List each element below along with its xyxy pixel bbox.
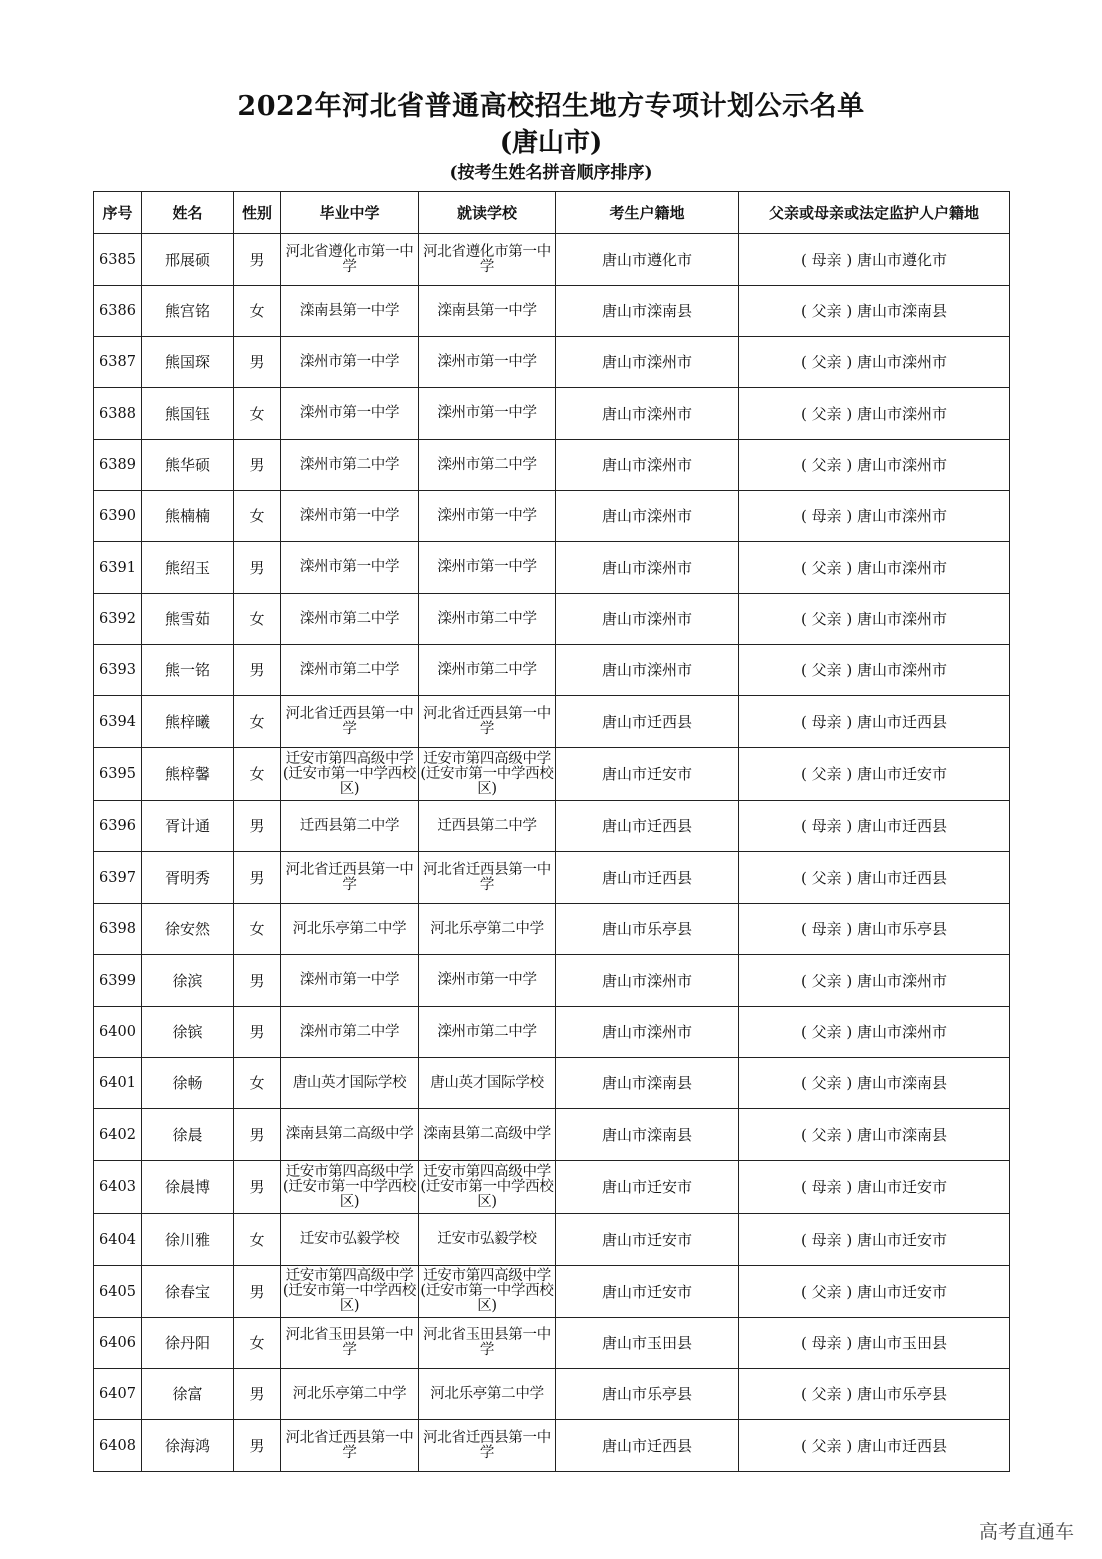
cell-current-school: 滦州市第一中学 [419,955,556,1007]
cell-guardian-hukou: ( 父亲 ) 唐山市乐亭县 [739,1369,1010,1420]
cell-hukou: 唐山市迁西县 [556,852,739,904]
cell-current-school: 滦州市第二中学 [419,440,556,491]
cell-gender: 女 [234,491,281,542]
cell-no: 6389 [94,440,142,491]
cell-current-school: 滦州市第二中学 [419,1007,556,1058]
cell-guardian-hukou: ( 父亲 ) 唐山市迁西县 [739,1420,1010,1472]
cell-grad-school: 唐山英才国际学校 [281,1058,419,1109]
cell-current-school: 河北省遵化市第一中学 [419,234,556,286]
cell-guardian-hukou: ( 母亲 ) 唐山市迁西县 [739,696,1010,748]
cell-grad-school: 滦南县第二高级中学 [281,1109,419,1161]
cell-gender: 女 [234,286,281,337]
cell-no: 6392 [94,594,142,645]
cell-grad-school: 滦州市第二中学 [281,645,419,696]
table-row [94,440,1010,491]
document-header [0,88,1102,185]
cell-hukou: 唐山市滦州市 [556,645,739,696]
cell-current-school: 迁西县第二中学 [419,801,556,852]
cell-name: 熊国钰 [142,388,234,440]
cell-gender: 女 [234,696,281,748]
cell-current-school: 滦南县第二高级中学 [419,1109,556,1161]
cell-name: 熊梓馨 [142,748,234,801]
table-row [94,337,1010,388]
cell-name: 熊宫铭 [142,286,234,337]
cell-guardian-hukou: ( 父亲 ) 唐山市滦州市 [739,645,1010,696]
column-header-guardian-hukou: 父亲或母亲或法定监护人户籍地 [739,192,1010,234]
cell-current-school: 滦州市第一中学 [419,542,556,594]
table-row [94,904,1010,955]
cell-no: 6408 [94,1420,142,1472]
cell-guardian-hukou: ( 母亲 ) 唐山市滦州市 [739,491,1010,542]
cell-hukou: 唐山市滦州市 [556,1007,739,1058]
table-row [94,1109,1010,1161]
cell-name: 徐晨博 [142,1161,234,1214]
cell-gender: 男 [234,234,281,286]
cell-no: 6400 [94,1007,142,1058]
cell-name: 徐安然 [142,904,234,955]
cell-hukou: 唐山市迁安市 [556,748,739,801]
column-header-grad-school: 毕业中学 [281,192,419,234]
cell-hukou: 唐山市滦南县 [556,1109,739,1161]
cell-grad-school: 滦州市第一中学 [281,388,419,440]
cell-no: 6406 [94,1318,142,1369]
cell-guardian-hukou: ( 父亲 ) 唐山市滦南县 [739,1058,1010,1109]
cell-gender: 男 [234,852,281,904]
cell-hukou: 唐山市迁西县 [556,696,739,748]
cell-gender: 男 [234,1266,281,1318]
cell-current-school: 河北乐亭第二中学 [419,904,556,955]
cell-gender: 男 [234,1161,281,1214]
cell-current-school: 河北省迁西县第一中学 [419,852,556,904]
cell-no: 6385 [94,234,142,286]
table-row [94,1007,1010,1058]
table-row [94,801,1010,852]
cell-name: 熊楠楠 [142,491,234,542]
table-row [94,645,1010,696]
cell-guardian-hukou: ( 父亲 ) 唐山市滦州市 [739,440,1010,491]
page-subtitle: (唐山市) [499,128,603,158]
cell-current-school: 迁安市第四高级中学(迁安市第一中学西校区) [419,1161,556,1214]
cell-hukou: 唐山市滦南县 [556,286,739,337]
cell-hukou: 唐山市滦州市 [556,491,739,542]
cell-name: 熊梓曦 [142,696,234,748]
cell-gender: 女 [234,1318,281,1369]
cell-guardian-hukou: ( 母亲 ) 唐山市遵化市 [739,234,1010,286]
table-row [94,1420,1010,1472]
cell-current-school: 河北乐亭第二中学 [419,1369,556,1420]
cell-no: 6399 [94,955,142,1007]
cell-grad-school: 迁安市第四高级中学(迁安市第一中学西校区) [281,1161,419,1214]
cell-current-school: 滦州市第二中学 [419,645,556,696]
cell-grad-school: 滦州市第二中学 [281,594,419,645]
cell-grad-school: 滦州市第一中学 [281,542,419,594]
cell-no: 6395 [94,748,142,801]
cell-gender: 女 [234,904,281,955]
cell-grad-school: 迁安市第四高级中学(迁安市第一中学西校区) [281,1266,419,1318]
cell-grad-school: 河北省迁西县第一中学 [281,696,419,748]
cell-gender: 男 [234,955,281,1007]
cell-gender: 女 [234,1214,281,1266]
cell-name: 胥明秀 [142,852,234,904]
table-row [94,1369,1010,1420]
cell-gender: 男 [234,1420,281,1472]
cell-guardian-hukou: ( 父亲 ) 唐山市滦州市 [739,1007,1010,1058]
cell-hukou: 唐山市滦州市 [556,542,739,594]
cell-grad-school: 滦州市第二中学 [281,1007,419,1058]
cell-no: 6407 [94,1369,142,1420]
cell-guardian-hukou: ( 父亲 ) 唐山市迁安市 [739,1266,1010,1318]
cell-gender: 男 [234,645,281,696]
cell-no: 6404 [94,1214,142,1266]
cell-grad-school: 河北省迁西县第一中学 [281,1420,419,1472]
table-row [94,1318,1010,1369]
cell-hukou: 唐山市滦州市 [556,955,739,1007]
table-row [94,852,1010,904]
cell-name: 徐春宝 [142,1266,234,1318]
table-row [94,286,1010,337]
cell-name: 徐川雅 [142,1214,234,1266]
table-row [94,1266,1010,1318]
cell-no: 6403 [94,1161,142,1214]
cell-grad-school: 河北省玉田县第一中学 [281,1318,419,1369]
cell-guardian-hukou: ( 母亲 ) 唐山市迁西县 [739,801,1010,852]
cell-hukou: 唐山市迁西县 [556,1420,739,1472]
cell-current-school: 滦南县第一中学 [419,286,556,337]
cell-no: 6388 [94,388,142,440]
page-title: 2022年河北省普通高校招生地方专项计划公示名单 [237,91,865,122]
cell-gender: 男 [234,337,281,388]
cell-hukou: 唐山市滦州市 [556,388,739,440]
footer-brand: 高考直通车 [978,1521,1074,1543]
table-row [94,955,1010,1007]
cell-no: 6398 [94,904,142,955]
cell-name: 徐海鸿 [142,1420,234,1472]
cell-hukou: 唐山市迁安市 [556,1266,739,1318]
cell-hukou: 唐山市乐亭县 [556,1369,739,1420]
cell-grad-school: 滦州市第一中学 [281,337,419,388]
cell-current-school: 迁安市第四高级中学(迁安市第一中学西校区) [419,748,556,801]
cell-hukou: 唐山市遵化市 [556,234,739,286]
cell-no: 6393 [94,645,142,696]
cell-no: 6390 [94,491,142,542]
cell-no: 6405 [94,1266,142,1318]
cell-current-school: 河北省迁西县第一中学 [419,696,556,748]
cell-hukou: 唐山市迁安市 [556,1214,739,1266]
cell-hukou: 唐山市迁安市 [556,1161,739,1214]
cell-grad-school: 河北乐亭第二中学 [281,1369,419,1420]
cell-grad-school: 滦州市第一中学 [281,955,419,1007]
cell-grad-school: 迁安市弘毅学校 [281,1214,419,1266]
cell-hukou: 唐山市滦州市 [556,594,739,645]
cell-gender: 男 [234,1369,281,1420]
cell-current-school: 滦州市第一中学 [419,491,556,542]
cell-gender: 男 [234,1109,281,1161]
column-header-current-school: 就读学校 [419,192,556,234]
column-header-hukou: 考生户籍地 [556,192,739,234]
cell-guardian-hukou: ( 父亲 ) 唐山市滦州市 [739,594,1010,645]
cell-current-school: 迁安市第四高级中学(迁安市第一中学西校区) [419,1266,556,1318]
cell-hukou: 唐山市滦南县 [556,1058,739,1109]
table-row [94,388,1010,440]
cell-guardian-hukou: ( 父亲 ) 唐山市滦州市 [739,542,1010,594]
sort-note: (按考生姓名拼音顺序排序) [449,163,653,183]
cell-hukou: 唐山市玉田县 [556,1318,739,1369]
cell-name: 熊雪茹 [142,594,234,645]
cell-current-school: 滦州市第一中学 [419,388,556,440]
cell-name: 徐富 [142,1369,234,1420]
cell-guardian-hukou: ( 父亲 ) 唐山市滦州市 [739,388,1010,440]
cell-name: 徐镔 [142,1007,234,1058]
cell-guardian-hukou: ( 父亲 ) 唐山市滦南县 [739,286,1010,337]
table-row [94,748,1010,801]
cell-name: 徐晨 [142,1109,234,1161]
cell-guardian-hukou: ( 母亲 ) 唐山市迁安市 [739,1214,1010,1266]
column-header-gender: 性别 [234,192,281,234]
cell-name: 熊国琛 [142,337,234,388]
table-row [94,234,1010,286]
cell-gender: 女 [234,748,281,801]
cell-no: 6401 [94,1058,142,1109]
cell-gender: 男 [234,801,281,852]
table-row [94,594,1010,645]
cell-no: 6402 [94,1109,142,1161]
cell-grad-school: 滦州市第一中学 [281,491,419,542]
cell-grad-school: 河北省迁西县第一中学 [281,852,419,904]
cell-name: 熊绍玉 [142,542,234,594]
table-row [94,696,1010,748]
cell-current-school: 滦州市第一中学 [419,337,556,388]
table-row [94,491,1010,542]
cell-current-school: 迁安市弘毅学校 [419,1214,556,1266]
cell-grad-school: 河北省遵化市第一中学 [281,234,419,286]
cell-grad-school: 迁西县第二中学 [281,801,419,852]
table-body [94,234,1010,1472]
cell-no: 6397 [94,852,142,904]
cell-guardian-hukou: ( 母亲 ) 唐山市乐亭县 [739,904,1010,955]
cell-gender: 女 [234,388,281,440]
cell-name: 徐滨 [142,955,234,1007]
cell-name: 徐畅 [142,1058,234,1109]
cell-current-school: 河北省迁西县第一中学 [419,1420,556,1472]
cell-guardian-hukou: ( 父亲 ) 唐山市迁安市 [739,748,1010,801]
cell-gender: 女 [234,594,281,645]
column-header-name: 姓名 [142,192,234,234]
cell-name: 徐丹阳 [142,1318,234,1369]
cell-grad-school: 河北乐亭第二中学 [281,904,419,955]
cell-guardian-hukou: ( 母亲 ) 唐山市玉田县 [739,1318,1010,1369]
cell-name: 熊一铭 [142,645,234,696]
cell-no: 6391 [94,542,142,594]
cell-gender: 女 [234,1058,281,1109]
cell-grad-school: 迁安市第四高级中学(迁安市第一中学西校区) [281,748,419,801]
cell-current-school: 河北省玉田县第一中学 [419,1318,556,1369]
cell-hukou: 唐山市滦州市 [556,440,739,491]
cell-name: 邢展硕 [142,234,234,286]
table-row [94,542,1010,594]
cell-guardian-hukou: ( 父亲 ) 唐山市迁西县 [739,852,1010,904]
cell-no: 6387 [94,337,142,388]
cell-gender: 男 [234,1007,281,1058]
table-row [94,1214,1010,1266]
cell-name: 熊华硕 [142,440,234,491]
cell-hukou: 唐山市滦州市 [556,337,739,388]
cell-gender: 男 [234,542,281,594]
table-row [94,1161,1010,1214]
cell-grad-school: 滦南县第一中学 [281,286,419,337]
cell-grad-school: 滦州市第二中学 [281,440,419,491]
cell-guardian-hukou: ( 父亲 ) 唐山市滦州市 [739,337,1010,388]
cell-no: 6386 [94,286,142,337]
cell-current-school: 滦州市第二中学 [419,594,556,645]
cell-hukou: 唐山市乐亭县 [556,904,739,955]
cell-name: 胥计通 [142,801,234,852]
cell-guardian-hukou: ( 父亲 ) 唐山市滦州市 [739,955,1010,1007]
cell-no: 6394 [94,696,142,748]
cell-guardian-hukou: ( 父亲 ) 唐山市滦南县 [739,1109,1010,1161]
column-header-no: 序号 [94,192,142,234]
cell-no: 6396 [94,801,142,852]
cell-current-school: 唐山英才国际学校 [419,1058,556,1109]
table-header-row [94,192,1010,234]
cell-hukou: 唐山市迁西县 [556,801,739,852]
roster-table [93,191,1010,1472]
cell-gender: 男 [234,440,281,491]
cell-guardian-hukou: ( 母亲 ) 唐山市迁安市 [739,1161,1010,1214]
table-row [94,1058,1010,1109]
